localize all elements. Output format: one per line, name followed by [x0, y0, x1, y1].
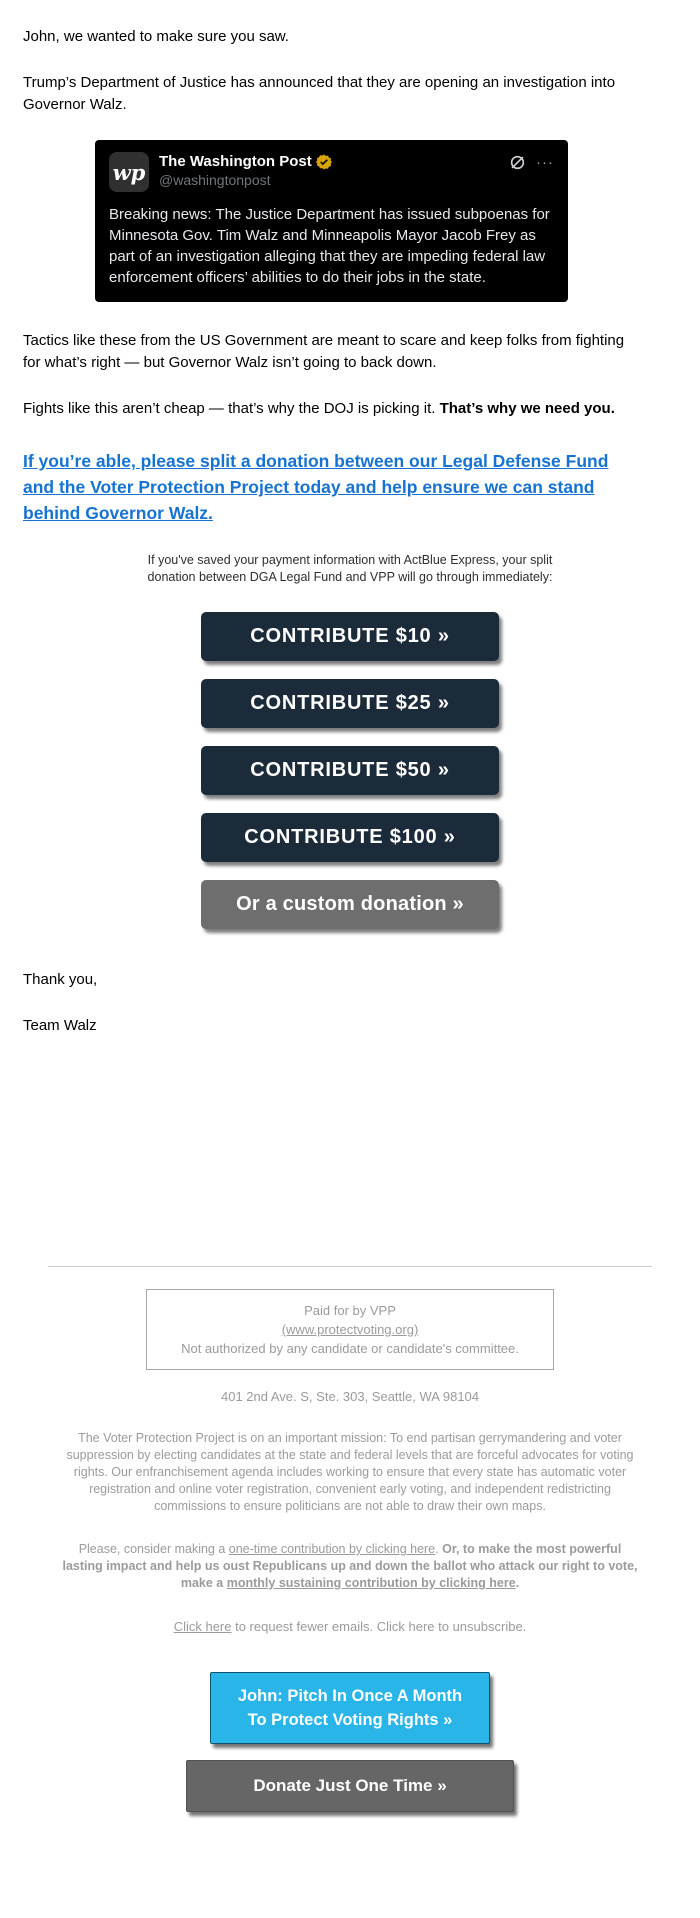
donate-one-time-button[interactable]: Donate Just One Time »: [186, 1760, 514, 1812]
actblue-express-note: If you've saved your payment information with ActBlue Express, your split donation between DGA Legal Fund and VPP will go through immediately:: [147, 553, 553, 584]
tweet-author-block: [159, 152, 509, 189]
contribute-100-button[interactable]: CONTRIBUTE $100 »: [201, 813, 499, 862]
monthly-contribution-link[interactable]: monthly sustaining contribution by clicking here: [226, 1576, 516, 1590]
footer-divider: [48, 1266, 652, 1267]
greeting-text: John, we wanted to make sure you saw.: [23, 28, 289, 45]
spacer: [0, 1662, 700, 1672]
tweet-actions: [509, 152, 554, 171]
fights-text-bold: That’s why we need you.: [439, 400, 615, 417]
tweet-header: [109, 152, 554, 192]
one-time-contribution-link[interactable]: one-time contribution by clicking here: [228, 1542, 436, 1556]
signoff-team: Team Walz: [23, 1017, 97, 1034]
custom-donation-button[interactable]: Or a custom donation »: [201, 880, 499, 929]
washington-post-avatar-icon: wp: [109, 152, 149, 192]
paid-for-line: Paid for by VPP: [304, 1303, 396, 1318]
paid-for-disclaimer-box: [146, 1289, 554, 1370]
circle-slash-icon[interactable]: [509, 154, 526, 171]
spacer: [0, 1061, 700, 1266]
donation-button-stack: [0, 612, 700, 929]
signoff-thanks: Thank you,: [23, 971, 98, 988]
fewer-emails-link[interactable]: Click here: [173, 1619, 232, 1634]
mission-statement: The Voter Protection Project is on an important mission: To end partisan gerrymandering and voter suppression by electing candidates at the state and federal levels that are forceful advocates for voting rights. Our enfranchisement agenda includes working to ensure that every state has automatic voter registration and online voter registration, convenient early voting, and independent redistricting commissions to ensure politicians are not able to draw their own maps.: [66, 1431, 634, 1513]
split-donation-link[interactable]: If you’re able, please split a donation between our Legal Defense Fund and the Voter Protection Project today and help ensure we can stand behind Governor Walz.: [23, 451, 609, 523]
contribute-25-button[interactable]: CONTRIBUTE $25 »: [201, 679, 499, 728]
appeal-text-bold: .: [515, 1576, 520, 1590]
gold-verified-badge-icon: [316, 154, 332, 170]
embedded-tweet[interactable]: [95, 140, 568, 302]
more-options-icon[interactable]: ···: [536, 153, 554, 171]
appeal-text: .: [435, 1542, 443, 1556]
contribute-50-button[interactable]: CONTRIBUTE $50 »: [201, 746, 499, 795]
unsubscribe-line: [0, 1618, 700, 1636]
appeal-text: Please, consider making a: [78, 1542, 229, 1556]
monthly-pitch-in-button[interactable]: John: Pitch In Once A Month To Protect Voting Rights »: [210, 1672, 490, 1744]
contribution-appeal: [58, 1541, 643, 1592]
tweet-text: Breaking news: The Justice Department has issued subpoenas for Minnesota Gov. Tim Walz and Minneapolis Mayor Jacob Frey as part of an investigation alleging that they are impeding federal law enforcement officers’ abilities to do their jobs in the state.: [109, 206, 550, 286]
unsubscribe-text: to request fewer emails. Click here to unsubscribe.: [231, 1619, 527, 1634]
fights-text: [23, 398, 637, 420]
tweet-author-name[interactable]: The Washington Post: [159, 153, 312, 170]
appeal-text-bold: Or, to make the most powerful lasting impact and help us oust Republicans up and down the ballot who attack our right to vote, make a: [62, 1542, 638, 1590]
not-authorized-line: Not authorized by any candidate or candidate's committee.: [181, 1341, 519, 1356]
mailing-address: 401 2nd Ave. S, Ste. 303, Seattle, WA 98104: [220, 1389, 480, 1404]
fights-text-normal: Fights like this aren’t cheap — that’s why the DOJ is picking it.: [23, 400, 440, 417]
tweet-author-handle[interactable]: @washingtonpost: [159, 172, 271, 188]
tactics-text: Tactics like these from the US Government are meant to scare and keep folks from fighting for what’s right — but Governor Walz isn’t going to back down.: [23, 332, 625, 371]
contribute-10-button[interactable]: CONTRIBUTE $10 »: [201, 612, 499, 661]
intro-text: Trump’s Department of Justice has announced that they are opening an investigation into Governor Walz.: [23, 74, 616, 113]
protectvoting-link[interactable]: (www.protectvoting.org): [281, 1322, 419, 1337]
